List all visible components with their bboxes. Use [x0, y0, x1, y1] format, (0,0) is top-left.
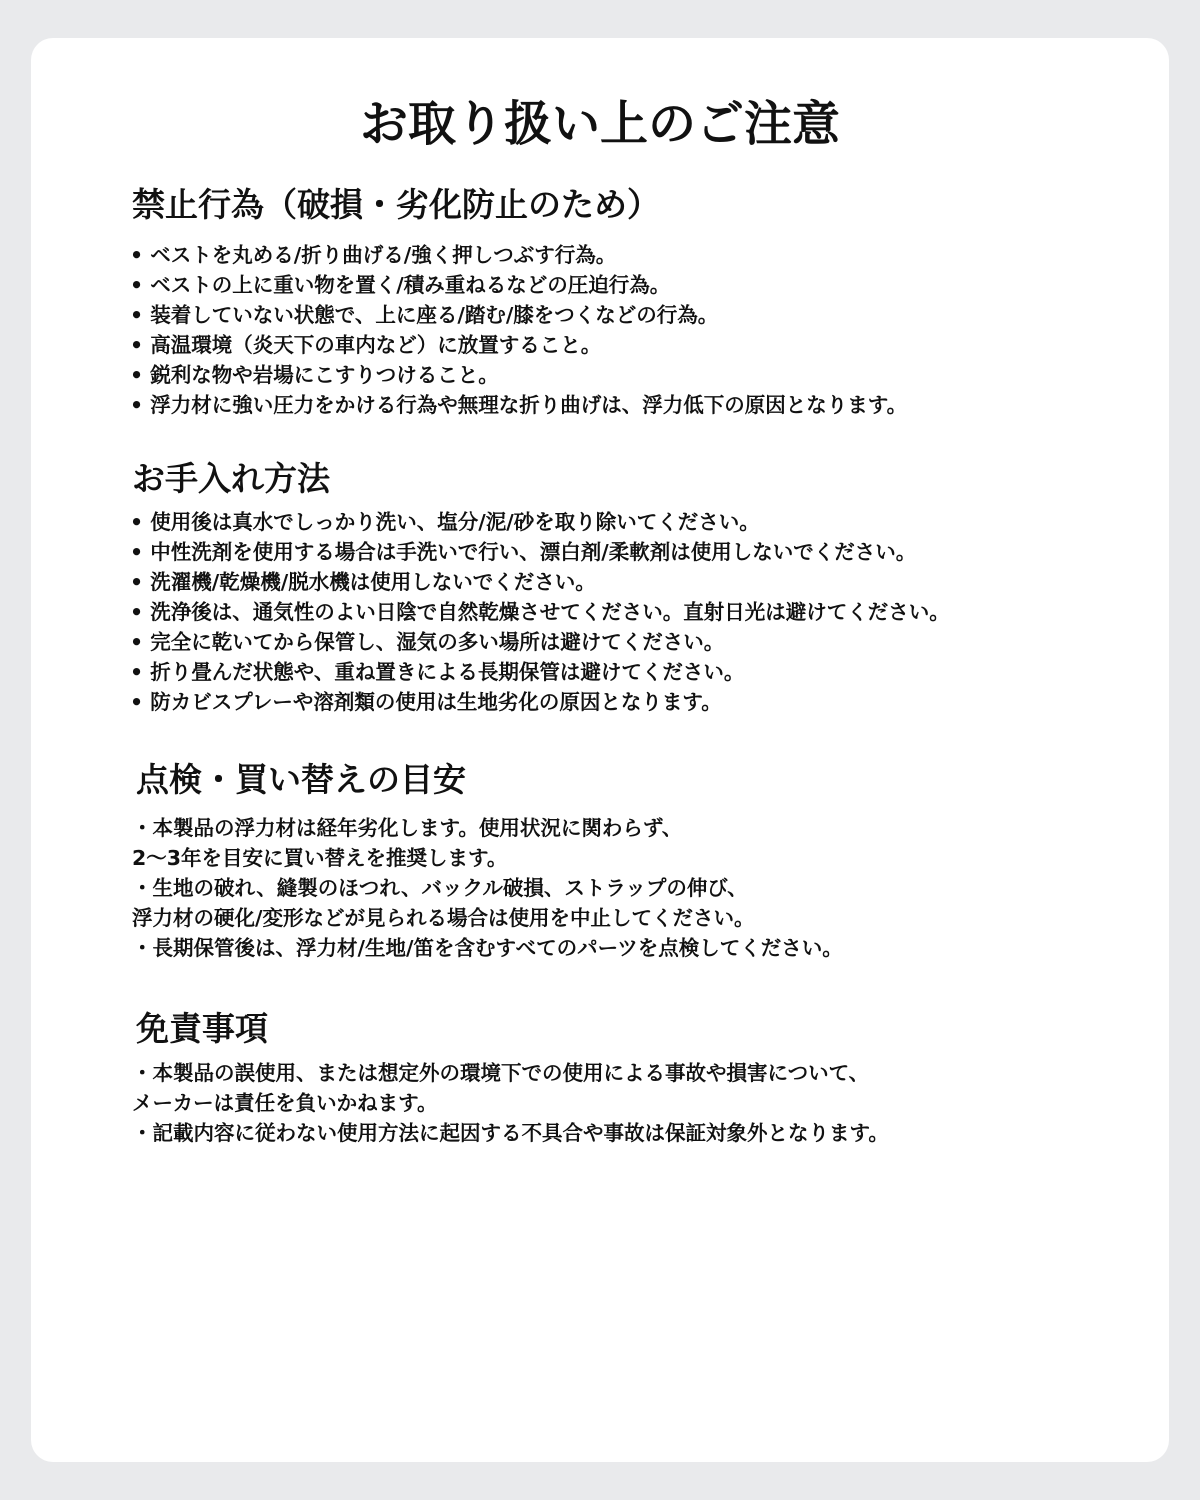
care-list — [130, 507, 950, 717]
text-line: ・長期保管後は、浮力材/生地/笛を含むすべてのパーツを点検してください。 — [132, 936, 843, 960]
text-line: ・本製品の浮力材は経年劣化します。使用状況に関わらず、 — [132, 816, 683, 840]
list-item: • 鋭利な物や岩場にこすりつけること。 — [130, 363, 499, 387]
list-item: • 防カビスプレーや溶剤類の使用は生地劣化の原因となります。 — [130, 690, 722, 714]
prohibited-list — [130, 240, 907, 420]
list-item: • 完全に乾いてから保管し、湿気の多い場所は避けてください。 — [130, 630, 725, 654]
list-item: • 中性洗剤を使用する場合は手洗いで行い、漂白剤/柔軟剤は使用しないでください。 — [130, 540, 917, 564]
disclaimer-text — [132, 1058, 889, 1148]
text-line: 浮力材の硬化/変形などが見られる場合は使用を中止してください。 — [132, 906, 755, 930]
list-item: • ベストの上に重い物を置く/積み重ねるなどの圧迫行為。 — [130, 273, 671, 297]
section-heading-disclaimer: 免責事項 — [136, 1009, 268, 1048]
list-item: • 折り畳んだ状態や、重ね置きによる長期保管は避けてください。 — [130, 660, 745, 684]
list-item: • 使用後は真水でしっかり洗い、塩分/泥/砂を取り除いてください。 — [130, 510, 760, 534]
section-heading-prohibited: 禁止行為（破損・劣化防止のため） — [132, 185, 660, 224]
list-item: • 浮力材に強い圧力をかける行為や無理な折り曲げは、浮力低下の原因となります。 — [130, 393, 908, 417]
section-heading-care: お手入れ方法 — [132, 459, 330, 498]
inspection-text — [132, 813, 843, 963]
text-line: メーカーは責任を負いかねます。 — [132, 1091, 438, 1115]
section-heading-inspection: 点検・買い替えの目安 — [136, 760, 466, 799]
text-line: ・生地の破れ、縫製のほつれ、バックル破損、ストラップの伸び、 — [132, 876, 748, 900]
page-title: お取り扱い上のご注意 — [359, 96, 840, 152]
list-item: • 高温環境（炎天下の車内など）に放置すること。 — [130, 333, 602, 357]
list-item: • 洗浄後は、通気性のよい日陰で自然乾燥させてください。直射日光は避けてください。 — [130, 600, 950, 624]
text-line: 2〜3年を目安に買い替えを推奨します。 — [132, 846, 508, 870]
list-item: • 装着していない状態で、上に座る/踏む/膝をつくなどの行為。 — [130, 303, 719, 327]
text-line: ・記載内容に従わない使用方法に起因する不具合や事故は保証対象外となります。 — [132, 1121, 889, 1145]
list-item: • 洗濯機/乾燥機/脱水機は使用しないでください。 — [130, 570, 596, 594]
text-line: ・本製品の誤使用、または想定外の環境下での使用による事故や損害について、 — [132, 1061, 870, 1085]
list-item: • ベストを丸める/折り曲げる/強く押しつぶす行為。 — [130, 243, 617, 267]
